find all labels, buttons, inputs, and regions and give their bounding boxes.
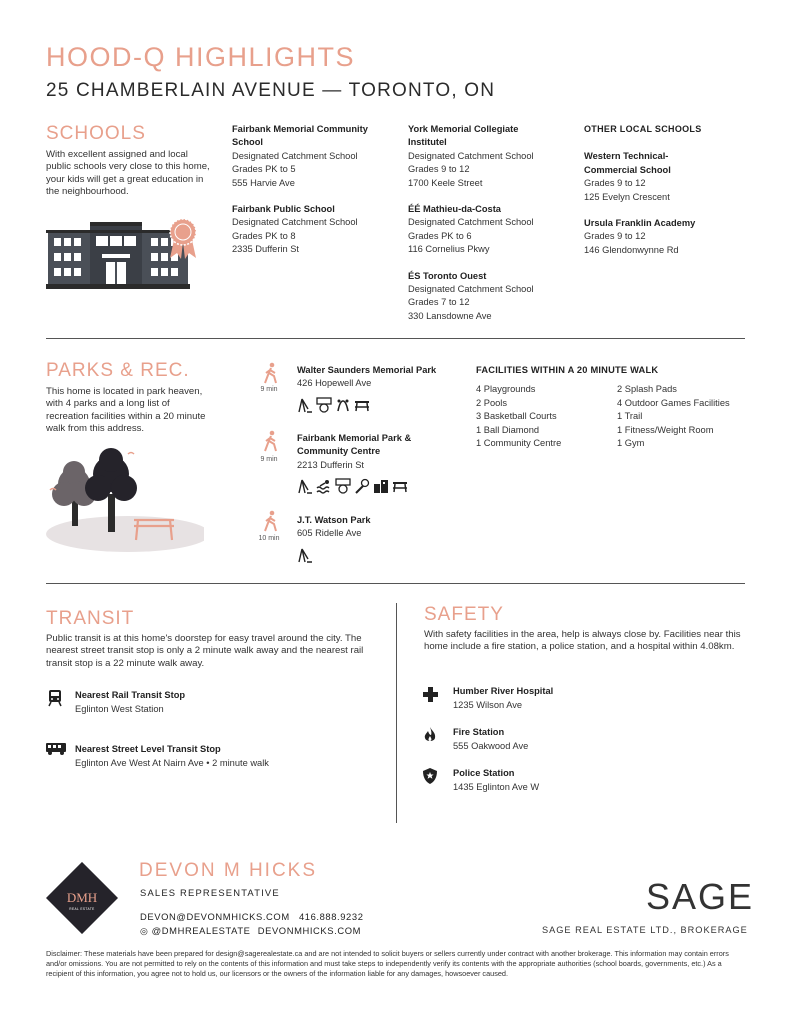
facility-item: 1 Community Centre (476, 438, 562, 449)
fire-station-address: 555 Oakwood Ave (453, 741, 529, 751)
fire-icon (424, 727, 436, 743)
school-detail: 146 Glendonwynne Rd (584, 244, 679, 255)
school-detail: Designated Catchment School (232, 217, 358, 228)
police-station-address: 1435 Eglinton Ave W (453, 782, 540, 792)
instagram-icon: ◎ (140, 926, 149, 936)
disclaimer: Disclaimer: These materials have been prepared for design@sagerealestate.ca and are not intended to solicit buyers or sellers currently under contract with another brokerage. This information may contain errors and/or omissions. You are not permitted to rely on the contents of this information and must take steps to independently verify its contents with the appropriate authorities (school boards, governments, etc.) As a recipient of this information, you agree not to hold us, our licensors or the owners of the information liable for any damages, howsoever caused. (46, 949, 729, 978)
walk-time: 10 min (258, 535, 280, 542)
school-name: Fairbank Memorial Community School (232, 124, 368, 148)
park-address: 426 Hopewell Ave (297, 378, 372, 389)
agent-role: SALES REPRESENTATIVE (140, 887, 280, 898)
picnic-table-icon (354, 397, 370, 413)
facilities-column-1 (476, 383, 561, 451)
safety-intro: With safety facilities in the area, help is always close by. Facilities near this home include a fire station, a police station, and a hospital within 4.08km. (424, 629, 741, 653)
community-centre-icon (373, 478, 389, 494)
school-name: Western Technical-Commercial School (584, 151, 671, 175)
school-column-1 (232, 123, 402, 257)
school-column-3 (584, 123, 754, 257)
pool-icon (316, 478, 332, 494)
park-name: J.T. Watson Park (297, 515, 371, 525)
hospital-address: 1235 Wilson Ave (453, 700, 523, 710)
safety-title: SAFETY (424, 604, 504, 625)
agent-social[interactable]: @DMHREALESTATE (151, 925, 251, 936)
school-detail: Grades PK to 8 (232, 230, 296, 241)
page-address: 25 CHAMBERLAIN AVENUE — TORONTO, ON (46, 80, 496, 101)
divider (46, 583, 745, 584)
rail-stop-value: Eglinton West Station (75, 704, 164, 714)
park-address: 2213 Dufferin St (297, 459, 365, 470)
train-icon (47, 689, 63, 707)
school-detail: Grades 9 to 12 (584, 178, 646, 189)
school-detail: 116 Cornelius Pkwy (408, 244, 490, 255)
bus-icon (45, 742, 67, 756)
walk-time: 9 min (260, 386, 278, 393)
park-illustration-icon (44, 444, 204, 554)
hospital-name: Humber River Hospital (453, 686, 554, 696)
walking-person-icon (260, 362, 282, 384)
agent-website[interactable]: DEVONMHICKS.COM (257, 925, 362, 936)
park-name: Walter Saunders Memorial Park (297, 365, 437, 375)
agent-logo-icon (46, 862, 118, 934)
agent-contact-row (140, 911, 364, 922)
walking-person-icon (260, 510, 282, 532)
facility-item: 1 Gym (617, 438, 645, 449)
school-detail: Grades PK to 6 (408, 230, 472, 241)
school-detail: Designated Catchment School (232, 150, 358, 161)
facilities-heading: FACILITIES WITHIN A 20 MINUTE WALK (476, 365, 659, 375)
walk-time: 9 min (260, 456, 278, 463)
school-column-2 (408, 123, 578, 323)
rail-stop-label: Nearest Rail Transit Stop (75, 690, 186, 700)
park-info (297, 514, 371, 563)
basketball-icon (335, 478, 351, 494)
school-detail: 125 Evelyn Crescent (584, 191, 670, 202)
other-schools-heading: OTHER LOCAL SCHOOLS (584, 124, 702, 134)
agent-social-row (140, 925, 361, 937)
school-detail: Designated Catchment School (408, 217, 534, 228)
basketball-icon (316, 397, 332, 413)
street-stop-value: Eglinton Ave West At Nairn Ave • 2 minute walk (75, 758, 269, 768)
school-name: Fairbank Public School (232, 204, 335, 215)
brokerage-name: SAGE REAL ESTATE LTD., BROKERAGE (542, 925, 748, 935)
divider (46, 338, 745, 339)
school-name: Ursula Franklin Academy (584, 218, 696, 229)
facility-item: 2 Pools (476, 397, 508, 408)
facility-item: 4 Playgrounds (476, 384, 536, 394)
school-detail: Grades 7 to 12 (408, 297, 470, 308)
agent-logo-subtext: REAL ESTATE (69, 907, 95, 911)
school-detail: Designated Catchment School (408, 284, 534, 295)
agent-phone[interactable]: 416.888.9232 (298, 911, 364, 922)
park-info (297, 432, 457, 494)
school-name: York Memorial Collegiate Institutel (408, 124, 519, 148)
playground-icon (297, 397, 313, 413)
street-stop-label: Nearest Street Level Transit Stop (75, 744, 221, 754)
police-shield-icon (423, 768, 437, 784)
facility-item: 1 Ball Diamond (476, 424, 540, 435)
school-name: ÉS Toronto Ouest (408, 270, 487, 281)
facility-item: 1 Trail (617, 411, 643, 422)
agent-logo-text: DMH (66, 890, 98, 905)
school-detail: 555 Harvie Ave (232, 177, 295, 188)
agent-email[interactable]: DEVON@DEVONMHICKS.COM (140, 911, 290, 922)
school-detail: Grades 9 to 12 (584, 231, 646, 242)
facility-item: 3 Basketball Courts (476, 411, 557, 422)
schools-title: SCHOOLS (46, 123, 146, 144)
park-address: 605 Ridelle Ave (297, 528, 362, 539)
facility-item: 1 Fitness/Weight Room (617, 424, 714, 435)
hospital-cross-icon (423, 687, 438, 702)
school-detail: 2335 Dufferin St (232, 244, 300, 255)
school-detail: Grades PK to 5 (232, 164, 296, 175)
walking-person-icon (260, 430, 282, 452)
school-detail: Designated Catchment School (408, 150, 534, 161)
agent-name: DEVON M HICKS (139, 860, 318, 881)
picnic-table-icon (392, 478, 408, 494)
vertical-divider (396, 603, 397, 823)
splash-pad-icon (335, 397, 351, 413)
facility-item: 4 Outdoor Games Facilities (617, 397, 730, 408)
playground-icon (297, 547, 313, 563)
schools-intro: With excellent assigned and local public schools very close to this home, your kids will get a great education in the neighbourhood. (46, 149, 210, 198)
school-detail: 330 Lansdowne Ave (408, 310, 492, 321)
transit-intro: Public transit is at this home's doorstep for easy travel around the city. The nearest street transit stop is only a 2 minute walk away and the nearest rail transit stop is a 22 minute walk away. (46, 633, 364, 669)
school-name: ÉÉ Mathieu-da-Costa (408, 204, 501, 215)
police-station-name: Police Station (453, 768, 515, 778)
park-name: Fairbank Memorial Park & Community Centre (297, 433, 412, 457)
playground-icon (297, 478, 313, 494)
parks-intro: This home is located in park heaven, with 4 parks and a long list of recreation facilities within a 20 minute walk from this address. (46, 386, 206, 435)
baseball-icon (354, 478, 370, 494)
page-title: HOOD-Q HIGHLIGHTS (46, 42, 356, 72)
school-detail: 1700 Keele Street (408, 177, 483, 188)
award-ribbon-icon (166, 216, 200, 260)
parks-title: PARKS & REC. (46, 360, 190, 381)
school-detail: Grades 9 to 12 (408, 164, 470, 175)
facilities-column-2 (617, 383, 730, 451)
facility-item: 2 Splash Pads (617, 384, 677, 394)
transit-title: TRANSIT (46, 608, 135, 629)
park-info (297, 364, 436, 413)
brokerage-logo: SAGE (646, 876, 755, 917)
fire-station-name: Fire Station (453, 727, 505, 737)
